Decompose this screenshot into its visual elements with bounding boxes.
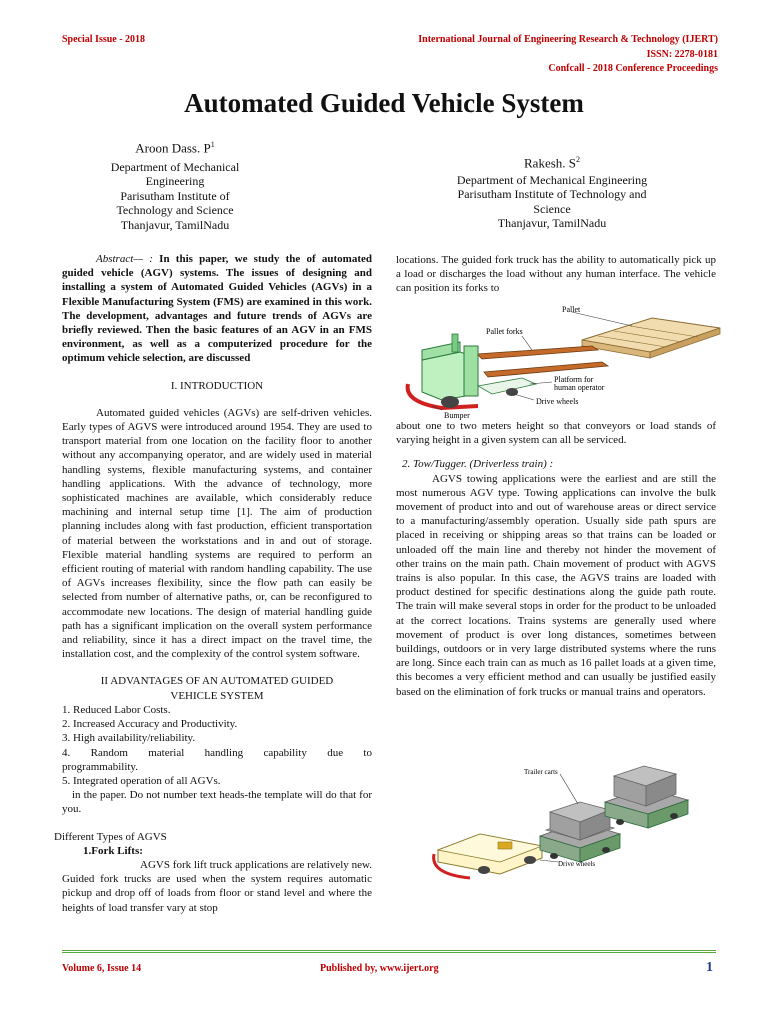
author-1-name: Aroon Dass. P	[135, 140, 211, 156]
figure-tugger-train	[430, 750, 700, 880]
author-2-sup: 2	[576, 155, 580, 164]
fig1-label-pallet: Pallet	[562, 305, 581, 314]
fig2-label-wheels: Drive wheels	[558, 860, 596, 868]
author-1-affil: Technology and Science	[116, 203, 234, 218]
author-1-affil: Department of Mechanical	[110, 159, 240, 174]
author-2-affil: Parisutham Institute of Technology and	[457, 187, 647, 202]
conference: Confcall - 2018 Conference Proceedings	[548, 63, 718, 74]
footer-publisher: Published by, www.ijert.org	[320, 963, 439, 974]
pallet-shape	[582, 318, 720, 358]
author-1-affil: Engineering	[145, 174, 205, 189]
fork-paragraph: AGVS fork lift truck applications are relatively new. Guided fork trucks are used when the system requires automatic pickup and drop off of loads from floor or stand level and where the heights of load transfer vary at stop	[62, 858, 372, 914]
fork-continued-2: about one to two meters height so that conveyors or load stands of varying height in a given system can all be serviced.	[396, 420, 716, 447]
figure-fork-agv	[402, 302, 722, 422]
fork-continued: locations. The guided fork truck has the ability to automatically pick up a load or discharges the load without any human interface. The vehicle can position its forks to	[396, 254, 716, 295]
abstract-label: Abstract— :	[96, 253, 153, 265]
author-2-name: Rakesh. S	[524, 155, 576, 171]
left-column	[54, 252, 375, 915]
issn: ISSN: 2278-0181	[646, 49, 718, 60]
advantage-item: 2. Increased Accuracy and Productivity.	[62, 718, 238, 731]
author-2-affil: Department of Mechanical Engineering	[456, 172, 648, 187]
footer-volume: Volume 6, Issue 14	[62, 963, 142, 974]
fork-heading: 1.Fork Lifts:	[83, 844, 143, 857]
types-heading	[54, 830, 372, 844]
footer-rule	[62, 950, 716, 951]
fig1-label-wheels: Drive wheels	[536, 397, 579, 406]
footer-rule-2	[62, 952, 716, 953]
page-number: 1	[706, 960, 713, 975]
intro-paragraph: Automated guided vehicles (AGVs) are self-driven vehicles. Early types of AGVS were introduced around 1954. They are used to transport material from one location on the facility floor to another without any accompanying operator, and are widely used in material handling systems, flexible manufacturing systems, and container handling applications. With the advance of technology, more sophisticated machines are available, which considerably reduce machining and internal setup time [1]. The aim of production planning includes along with fast production, efficient transportation of material between the workstations and in and out of storage. Flexible material handling systems are required to perform an efficient routing of material with random handling capability. The use of AGVs increases flexibility, since the flow path can easily be selected from number of alternative paths, or, can be reconfigured to accommodate new locations. The design of material handling guide path has a significant implication on the overall system performance and reliability, since it has a direct impact on the travel time, the installation cost, and the complexity of the control system software.	[62, 406, 372, 661]
types-heading-text: Different Types of AGVS	[54, 830, 167, 843]
journal-name: International Journal of Engineering Research & Technology (IJERT)	[418, 34, 718, 45]
abstract-text: In this paper, we study the of automated guided vehicle (AGV) systems. The issues of designing and installing a system of Automated Guided Vehicles (AGVs) in a Flexible Manufacturing System (FMS) are examined in this work. The development, advantages and future trends of AGVs are briefly reviewed. Then the basic features of an AGV in an FMS environment, as well as a computerized procedure for the optimum vehicle selection, are discussed	[62, 253, 372, 365]
advantage-item: 5. Integrated operation of all AGVs.	[62, 774, 221, 787]
section-heading-introduction: I. INTRODUCTION	[170, 379, 264, 392]
section-heading-advantages-2: VEHICLE SYSTEM	[170, 689, 264, 702]
issue-label: Special Issue - 2018	[62, 34, 146, 45]
right-column-mid	[396, 419, 716, 699]
advantage-item: 4. Random material handling capability due to programmability.	[62, 746, 375, 773]
fig1-label-bumper: Bumper	[444, 411, 470, 420]
fig1-label-platform: Platform for	[554, 375, 594, 384]
fig1-label-forks: Pallet forks	[486, 327, 523, 336]
template-note: in the paper. Do not number text heads-the template will do that for you.	[62, 789, 372, 816]
abstract	[62, 252, 372, 366]
advantage-item: 1. Reduced Labor Costs.	[62, 703, 171, 716]
author-2-affil: Science	[533, 201, 571, 216]
author-1-affil: Parisutham Institute of	[120, 188, 230, 203]
section-heading-advantages: II ADVANTAGES OF AN AUTOMATED GUIDED	[100, 675, 334, 688]
fig1-label-platform-2: human operator	[554, 383, 605, 392]
author-1-affil: Thanjavur, TamilNadu	[120, 217, 230, 232]
tow-heading: 2. Tow/Tugger. (Driverless train) :	[402, 458, 554, 471]
author-1	[80, 138, 270, 232]
author-2	[432, 153, 672, 231]
fig2-label-carts: Trailer carts	[524, 768, 558, 776]
paper-title: Automated Guided Vehicle System	[184, 88, 584, 118]
tow-paragraph: AGVS towing applications were the earliest and are still the most numerous AGV type. Towing applications can involve the bulk movement of product into and out of warehouse areas or direct service to a manufacturing/assembly operation. Usually side path spurs are placed in receiving or shipping areas so that trains can be loaded or unloaded off the main line and thereby not hinder the movement of other trains on the main path. Chain movement of product with AGVS trains is also popular. In this case, the AGVS trains are loaded with product destined for specific destinations along the guide path route. The train will make several stops in order for the product to be unloaded at the correct locations. Trains systems are generally used where movement of product is over long distances, sometimes between buildings, outdoors or in very large distributed systems where the runs are long. Since each train can as much as 16 pallet loads at a given time, this becomes a very efficient method and can usually be justified easily based on the elimination of fork trucks or manual trains and operators.	[396, 472, 716, 698]
advantage-item: 3. High availability/reliability.	[62, 732, 196, 745]
right-column-top	[396, 253, 716, 296]
author-2-affil: Thanjavur, TamilNadu	[497, 216, 607, 231]
author-1-sup: 1	[210, 140, 215, 149]
